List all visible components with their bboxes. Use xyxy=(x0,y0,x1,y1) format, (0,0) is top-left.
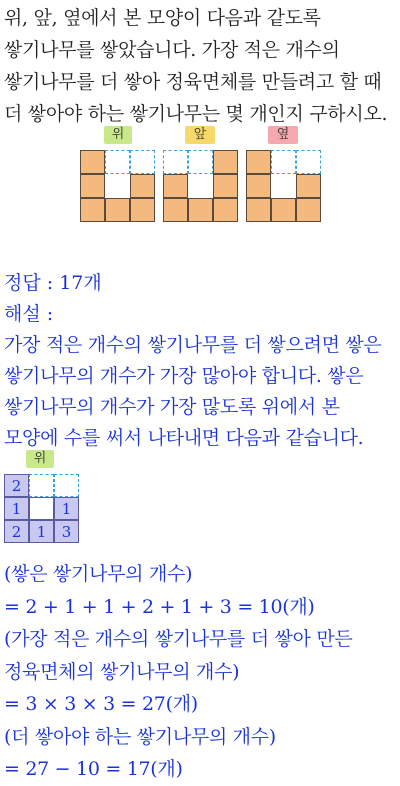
block-cell xyxy=(296,174,321,198)
numbered-top-view-label: 위 xyxy=(26,450,54,468)
side-view-label: 옆 xyxy=(268,126,298,144)
empty-cell xyxy=(29,474,54,497)
calculation-section xyxy=(4,558,398,786)
calc-line-cube-product: = 3 × 3 × 3 = 27(개) xyxy=(4,693,198,715)
block-cell xyxy=(80,150,105,174)
empty-cell xyxy=(271,150,296,174)
empty-cell xyxy=(105,150,130,174)
block-cell xyxy=(246,174,271,198)
front-view-grid xyxy=(163,150,238,222)
block-cell xyxy=(80,174,105,198)
empty-cell xyxy=(188,150,213,174)
count-cell: 1 xyxy=(29,520,54,543)
calc-line-cube-label: (가장 적은 개수의 쌓기나무를 더 쌓아 만든 정육면체의 쌓기나무의 개수) xyxy=(4,628,353,683)
blank-cell xyxy=(29,497,54,520)
empty-cell xyxy=(130,150,155,174)
block-cell xyxy=(296,198,321,222)
explanation-label: 해설 : xyxy=(4,303,54,325)
explanation-text: 가장 적은 개수의 쌓기나무를 더 쌓으려면 쌓은 쌓기나무의 개수가 가장 많아야 합니다. 쌓은 쌓기나무의 개수가 가장 많도록 위에서 본 모양에 수를 써서 나타내면 다음과 같습니다. xyxy=(4,334,382,449)
block-cell xyxy=(130,174,155,198)
calc-line-stacked-sum: = 2 + 1 + 1 + 2 + 1 + 3 = 10(개) xyxy=(4,595,315,618)
block-cell xyxy=(213,174,238,198)
count-cell: 1 xyxy=(4,497,29,520)
answer-line: 정답 : 17개 xyxy=(4,272,102,294)
calc-line-more-label: (더 쌓아야 하는 쌓기나무의 개수) xyxy=(4,725,276,748)
view-diagrams xyxy=(80,126,320,222)
empty-cell xyxy=(54,474,79,497)
count-cell: 2 xyxy=(4,474,29,497)
count-cell: 2 xyxy=(4,520,29,543)
calc-line-stacked-label: (쌓은 쌓기나무의 개수) xyxy=(4,563,193,585)
block-cell xyxy=(213,150,238,174)
count-cell: 1 xyxy=(54,497,79,520)
front-view-label: 앞 xyxy=(185,126,215,144)
top-view-grid xyxy=(80,150,155,222)
empty-cell xyxy=(163,150,188,174)
block-cell xyxy=(105,198,130,222)
calc-line-more-result: = 27 − 10 = 17(개) xyxy=(4,758,183,780)
block-cell xyxy=(246,198,271,222)
side-view-grid xyxy=(246,150,321,222)
question-text: 위, 앞, 옆에서 본 모양이 다음과 같도록 쌓기나무를 쌓았습니다. 가장 적은 개수의 쌓기나무를 더 쌓아 정육면체를 만들려고 할 때 더 쌓아야 하는 쌓기나무는 몇 개인지 구하시오. xyxy=(4,7,388,125)
block-cell xyxy=(246,150,271,174)
block-cell xyxy=(213,198,238,222)
empty-cell xyxy=(296,150,321,174)
answer-section xyxy=(4,268,398,454)
block-cell xyxy=(163,198,188,222)
block-cell xyxy=(271,198,296,222)
numbered-top-view xyxy=(4,450,84,548)
count-cell: 3 xyxy=(54,520,79,543)
numbered-top-view-grid xyxy=(4,474,79,544)
block-cell xyxy=(130,198,155,222)
block-cell xyxy=(80,198,105,222)
top-view-label: 위 xyxy=(104,126,132,144)
block-cell xyxy=(163,174,188,198)
block-cell xyxy=(188,198,213,222)
